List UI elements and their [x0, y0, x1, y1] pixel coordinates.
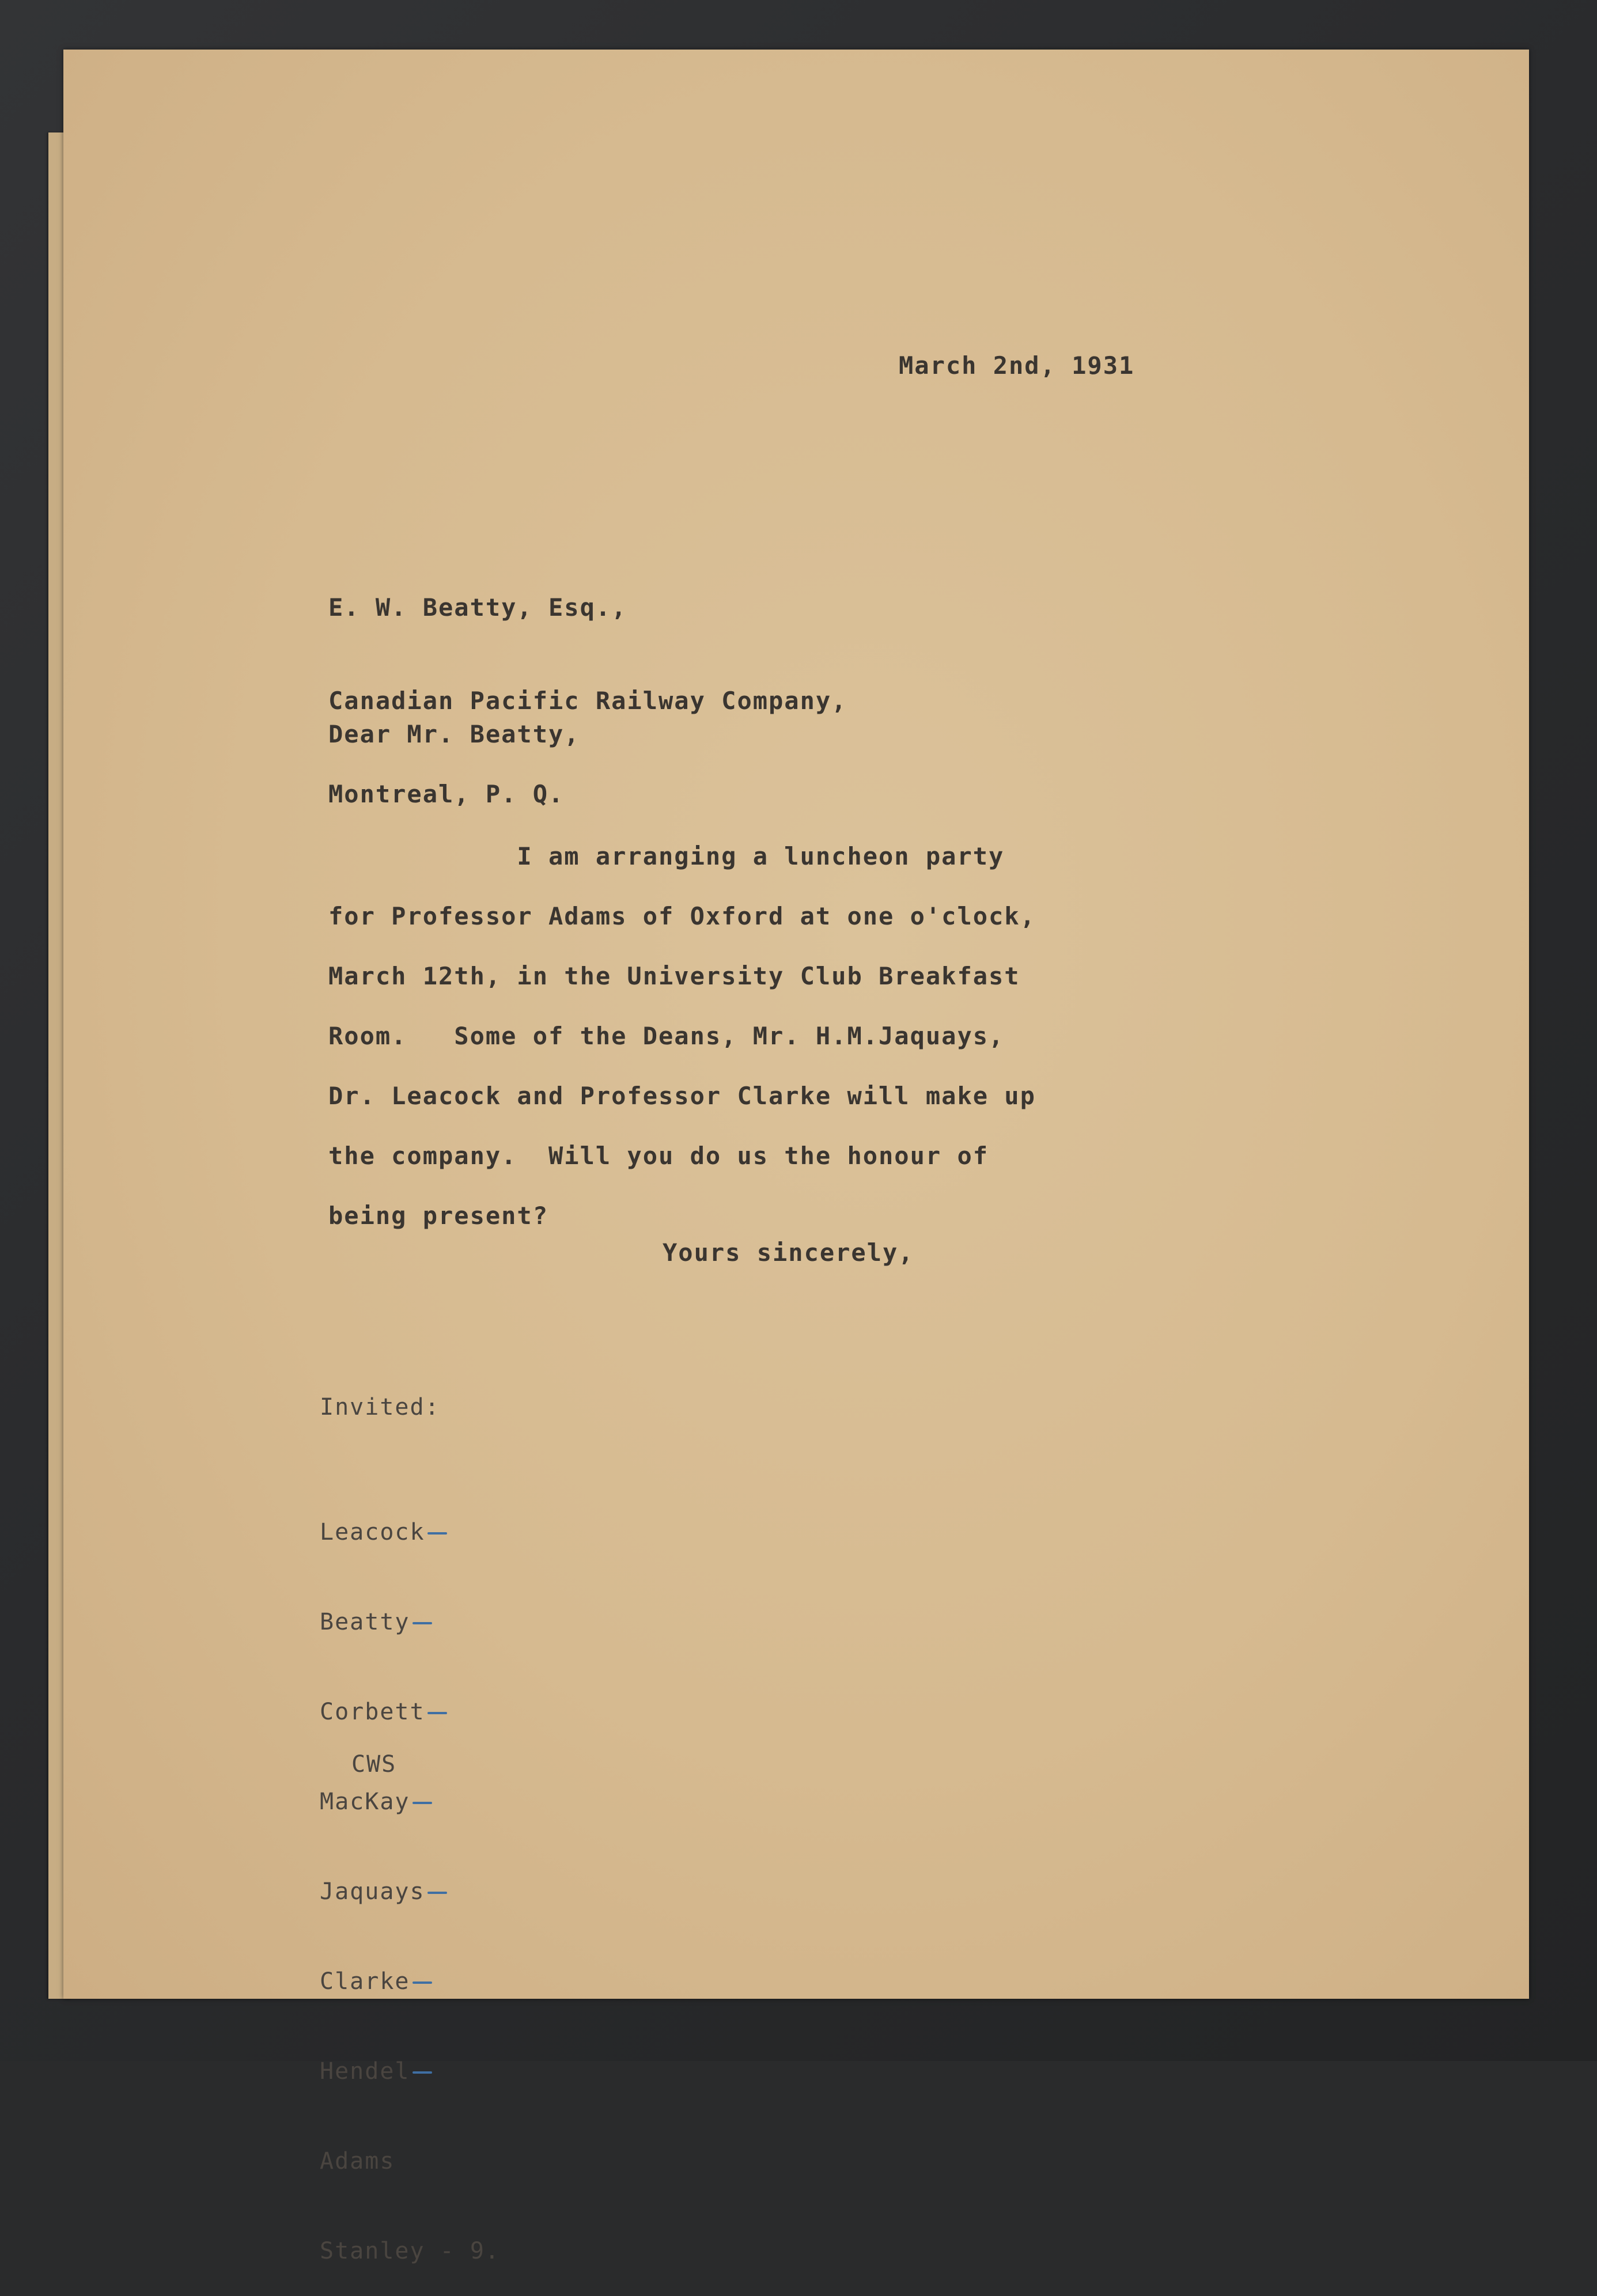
recipient-address [328, 530, 847, 841]
letter-date: March 2nd, 1931 [899, 351, 1135, 380]
salutation: Dear Mr. Beatty, [328, 720, 580, 748]
address-line-2: Canadian Pacific Railway Company, [328, 687, 847, 715]
invited-label: Invited: [320, 1394, 440, 1420]
body-line-2: for Professor Adams of Oxford at one o'clock, [328, 902, 1036, 930]
check-tick-mark [427, 1892, 447, 1894]
invitee-row [320, 2236, 500, 2266]
invitee-row [320, 1967, 500, 1996]
check-tick-mark [413, 1622, 432, 1624]
body-line-7: being present? [328, 1202, 549, 1230]
typist-initials: CWS [351, 1751, 397, 1778]
invitee-name: Jaquays [320, 1878, 425, 1905]
invitee-row [320, 1697, 500, 1727]
address-line-3: Montreal, P. Q. [328, 780, 565, 808]
invitee-row [320, 1787, 500, 1817]
invitee-row [320, 1877, 500, 1907]
check-tick-mark [413, 1802, 432, 1804]
invitee-name: Hendel [320, 2058, 410, 2085]
body-line-5: Dr. Leacock and Professor Clarke will make up [328, 1082, 1036, 1110]
body-line-3: March 12th, in the University Club Breakfast [328, 962, 1020, 990]
invited-list [320, 1457, 500, 2296]
invitee-name: MacKay [320, 1789, 410, 1815]
check-tick-mark [413, 1981, 432, 1984]
invitee-row [320, 2146, 500, 2176]
check-tick-mark [413, 2071, 432, 2074]
invitee-name: Adams [320, 2148, 395, 2174]
invitee-row [320, 1607, 500, 1637]
address-line-1: E. W. Beatty, Esq., [328, 593, 627, 622]
invitee-row [320, 1517, 500, 1547]
invitee-name: Stanley - 9. [320, 2238, 500, 2264]
invitee-name: Leacock [320, 1519, 425, 1545]
check-tick-mark [427, 1532, 447, 1535]
invitee-name: Beatty [320, 1609, 410, 1635]
body-line-1: I am arranging a luncheon party [328, 842, 1005, 870]
invitee-name: Corbett [320, 1699, 425, 1725]
check-tick-mark [427, 1712, 447, 1714]
invitee-name: Clarke [320, 1968, 410, 1995]
body-line-4: Room. Some of the Deans, Mr. H.M.Jaquays, [328, 1022, 1005, 1050]
closing: Yours sincerely, [663, 1238, 914, 1267]
body-line-6: the company. Will you do us the honour of [328, 1142, 989, 1170]
